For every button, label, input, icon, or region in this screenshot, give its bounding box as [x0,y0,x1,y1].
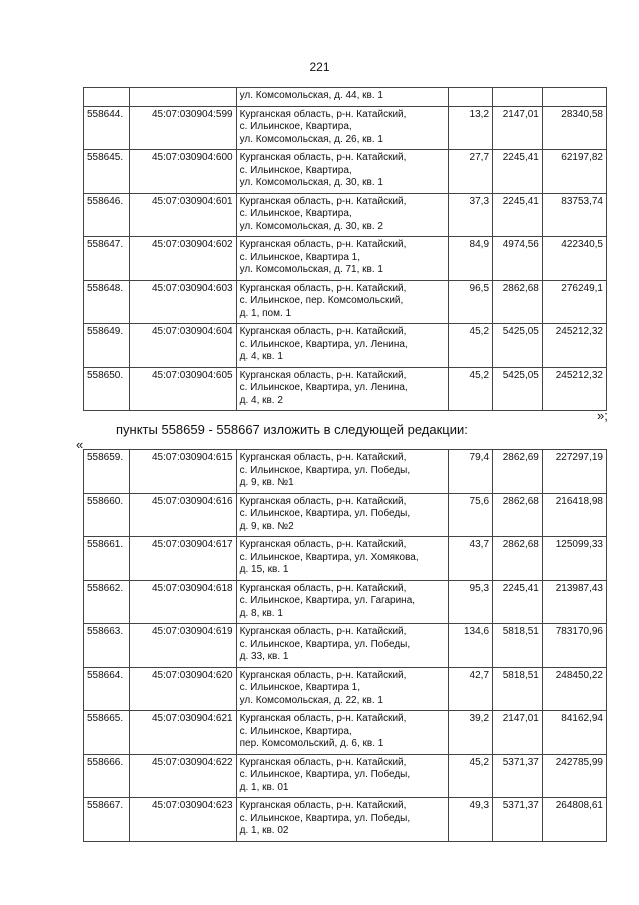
cell-address: Курганская область, р-н. Катайский, с. Ильинское, Квартира, ул. Комсомольская, д. 26, кв. 1 [236,106,449,150]
cell-unit-value: 2862,68 [493,280,543,324]
cell-address: Курганская область, р-н. Катайский, с. Ильинское, пер. Комсомольский, д. 1, пом. 1 [236,280,449,324]
cell-item-number: 558662. [84,580,130,624]
cell-address: Курганская область, р-н. Катайский, с. Ильинское, Квартира, пер. Комсомольский, д. 6, кв. 1 [236,711,449,755]
cell-area: 45,2 [449,754,493,798]
register-table-bottom-body [84,450,607,842]
cell-area: 134,6 [449,624,493,668]
cell-address: Курганская область, р-н. Катайский, с. Ильинское, Квартира, ул. Победы, д. 33, кв. 1 [236,624,449,668]
cell-address: Курганская область, р-н. Катайский, с. Ильинское, Квартира, ул. Победы, д. 1, кв. 01 [236,754,449,798]
cell-cadastral-number: 45:07:030904:618 [129,580,236,624]
cell-cadastral-number: 45:07:030904:617 [129,537,236,581]
cell-cadastral-number: 45:07:030904:602 [129,237,236,281]
cell-cadastral-value: 62197,82 [542,150,606,194]
table-row [84,280,607,324]
cell-address: Курганская область, р-н. Катайский, с. Ильинское, Квартира, ул. Комсомольская, д. 30, кв. 2 [236,193,449,237]
cell-cadastral-value: 264808,61 [542,798,606,842]
cell-item-number: 558661. [84,537,130,581]
cell-cadastral-number [129,88,236,107]
table-row [84,798,607,842]
table-row [84,106,607,150]
cell-cadastral-number: 45:07:030904:615 [129,450,236,494]
cell-cadastral-value: 83753,74 [542,193,606,237]
cell-cadastral-number: 45:07:030904:616 [129,493,236,537]
cell-cadastral-number: 45:07:030904:621 [129,711,236,755]
cell-unit-value: 5818,51 [493,624,543,668]
cell-address: Курганская область, р-н. Катайский, с. Ильинское, Квартира, ул. Ленина, д. 4, кв. 1 [236,324,449,368]
cell-unit-value: 5425,05 [493,324,543,368]
cell-unit-value: 5371,37 [493,754,543,798]
cell-cadastral-number: 45:07:030904:600 [129,150,236,194]
cell-item-number: 558649. [84,324,130,368]
cell-area: 95,3 [449,580,493,624]
register-table-bottom [83,449,607,842]
cell-unit-value: 4974,56 [493,237,543,281]
cell-unit-value: 2245,41 [493,150,543,194]
cell-item-number: 558644. [84,106,130,150]
cell-cadastral-value: 783170,96 [542,624,606,668]
cell-item-number: 558645. [84,150,130,194]
cell-item-number: 558665. [84,711,130,755]
cell-unit-value: 2245,41 [493,580,543,624]
page-number: 221 [309,60,330,74]
cell-cadastral-number: 45:07:030904:619 [129,624,236,668]
cell-item-number: 558647. [84,237,130,281]
cell-address: Курганская область, р-н. Катайский, с. Ильинское, Квартира, ул. Комсомольская, д. 30, кв. 1 [236,150,449,194]
cell-area: 39,2 [449,711,493,755]
cell-cadastral-value: 84162,94 [542,711,606,755]
table-row [84,324,607,368]
cell-area: 75,6 [449,493,493,537]
cell-unit-value: 2862,68 [493,493,543,537]
cell-unit-value: 2862,68 [493,537,543,581]
opening-quote: « [76,437,84,452]
cell-unit-value: 5818,51 [493,667,543,711]
table-row [84,367,607,411]
cell-address: ул. Комсомольская, д. 44, кв. 1 [236,88,449,107]
cell-address: Курганская область, р-н. Катайский, с. Ильинское, Квартира, ул. Гагарина, д. 8, кв. 1 [236,580,449,624]
table-row [84,493,607,537]
table-row [84,450,607,494]
cell-unit-value: 5425,05 [493,367,543,411]
cell-item-number [84,88,130,107]
cell-area: 42,7 [449,667,493,711]
cell-cadastral-value: 245212,32 [542,324,606,368]
cell-cadastral-number: 45:07:030904:603 [129,280,236,324]
cell-area: 45,2 [449,324,493,368]
cell-area [449,88,493,107]
cell-cadastral-number: 45:07:030904:620 [129,667,236,711]
cell-cadastral-value: 422340,5 [542,237,606,281]
cell-unit-value: 2147,01 [493,106,543,150]
cell-address: Курганская область, р-н. Катайский, с. Ильинское, Квартира 1, ул. Комсомольская, д. 22, кв. 1 [236,667,449,711]
cell-unit-value: 2245,41 [493,193,543,237]
cell-area: 79,4 [449,450,493,494]
cell-area: 27,7 [449,150,493,194]
cell-area: 43,7 [449,537,493,581]
cell-item-number: 558660. [84,493,130,537]
cell-cadastral-number: 45:07:030904:601 [129,193,236,237]
cell-address: Курганская область, р-н. Катайский, с. Ильинское, Квартира, ул. Победы, д. 1, кв. 02 [236,798,449,842]
cell-unit-value: 2862,69 [493,450,543,494]
cell-cadastral-value: 216418,98 [542,493,606,537]
cell-item-number: 558650. [84,367,130,411]
cell-area: 45,2 [449,367,493,411]
cell-item-number: 558659. [84,450,130,494]
cell-cadastral-value: 125099,33 [542,537,606,581]
cell-cadastral-value: 227297,19 [542,450,606,494]
cell-address: Курганская область, р-н. Катайский, с. Ильинское, Квартира, ул. Ленина, д. 4, кв. 2 [236,367,449,411]
table-row [84,237,607,281]
cell-cadastral-value: 213987,43 [542,580,606,624]
cell-unit-value: 2147,01 [493,711,543,755]
register-table-top [83,87,607,411]
closing-quote: »; [597,408,608,423]
cell-cadastral-number: 45:07:030904:605 [129,367,236,411]
table-row [84,88,607,107]
cell-cadastral-number: 45:07:030904:599 [129,106,236,150]
table-row [84,150,607,194]
cell-item-number: 558666. [84,754,130,798]
cell-cadastral-value: 28340,58 [542,106,606,150]
cell-address: Курганская область, р-н. Катайский, с. Ильинское, Квартира, ул. Победы, д. 9, кв. №2 [236,493,449,537]
cell-area: 49,3 [449,798,493,842]
cell-item-number: 558648. [84,280,130,324]
table-row [84,624,607,668]
cell-cadastral-value: 248450,22 [542,667,606,711]
cell-cadastral-value [542,88,606,107]
table-row [84,754,607,798]
cell-cadastral-number: 45:07:030904:604 [129,324,236,368]
register-table-top-body [84,88,607,411]
cell-cadastral-number: 45:07:030904:623 [129,798,236,842]
cell-cadastral-value: 245212,32 [542,367,606,411]
cell-address: Курганская область, р-н. Катайский, с. Ильинское, Квартира 1, ул. Комсомольская, д. 71, кв. 1 [236,237,449,281]
cell-cadastral-value: 276249,1 [542,280,606,324]
cell-address: Курганская область, р-н. Катайский, с. Ильинское, Квартира, ул. Победы, д. 9, кв. №1 [236,450,449,494]
amendment-instruction: пункты 558659 - 558667 изложить в следующей редакции: [116,422,468,437]
table-row [84,711,607,755]
table-row [84,580,607,624]
cell-cadastral-value: 242785,99 [542,754,606,798]
cell-area: 84,9 [449,237,493,281]
table-row [84,193,607,237]
table-row [84,667,607,711]
cell-area: 96,5 [449,280,493,324]
cell-unit-value: 5371,37 [493,798,543,842]
cell-item-number: 558663. [84,624,130,668]
cell-area: 13,2 [449,106,493,150]
cell-item-number: 558667. [84,798,130,842]
cell-item-number: 558664. [84,667,130,711]
cell-area: 37,3 [449,193,493,237]
table-row [84,537,607,581]
cell-address: Курганская область, р-н. Катайский, с. Ильинское, Квартира, ул. Хомякова, д. 15, кв. 1 [236,537,449,581]
cell-unit-value [493,88,543,107]
cell-cadastral-number: 45:07:030904:622 [129,754,236,798]
cell-item-number: 558646. [84,193,130,237]
